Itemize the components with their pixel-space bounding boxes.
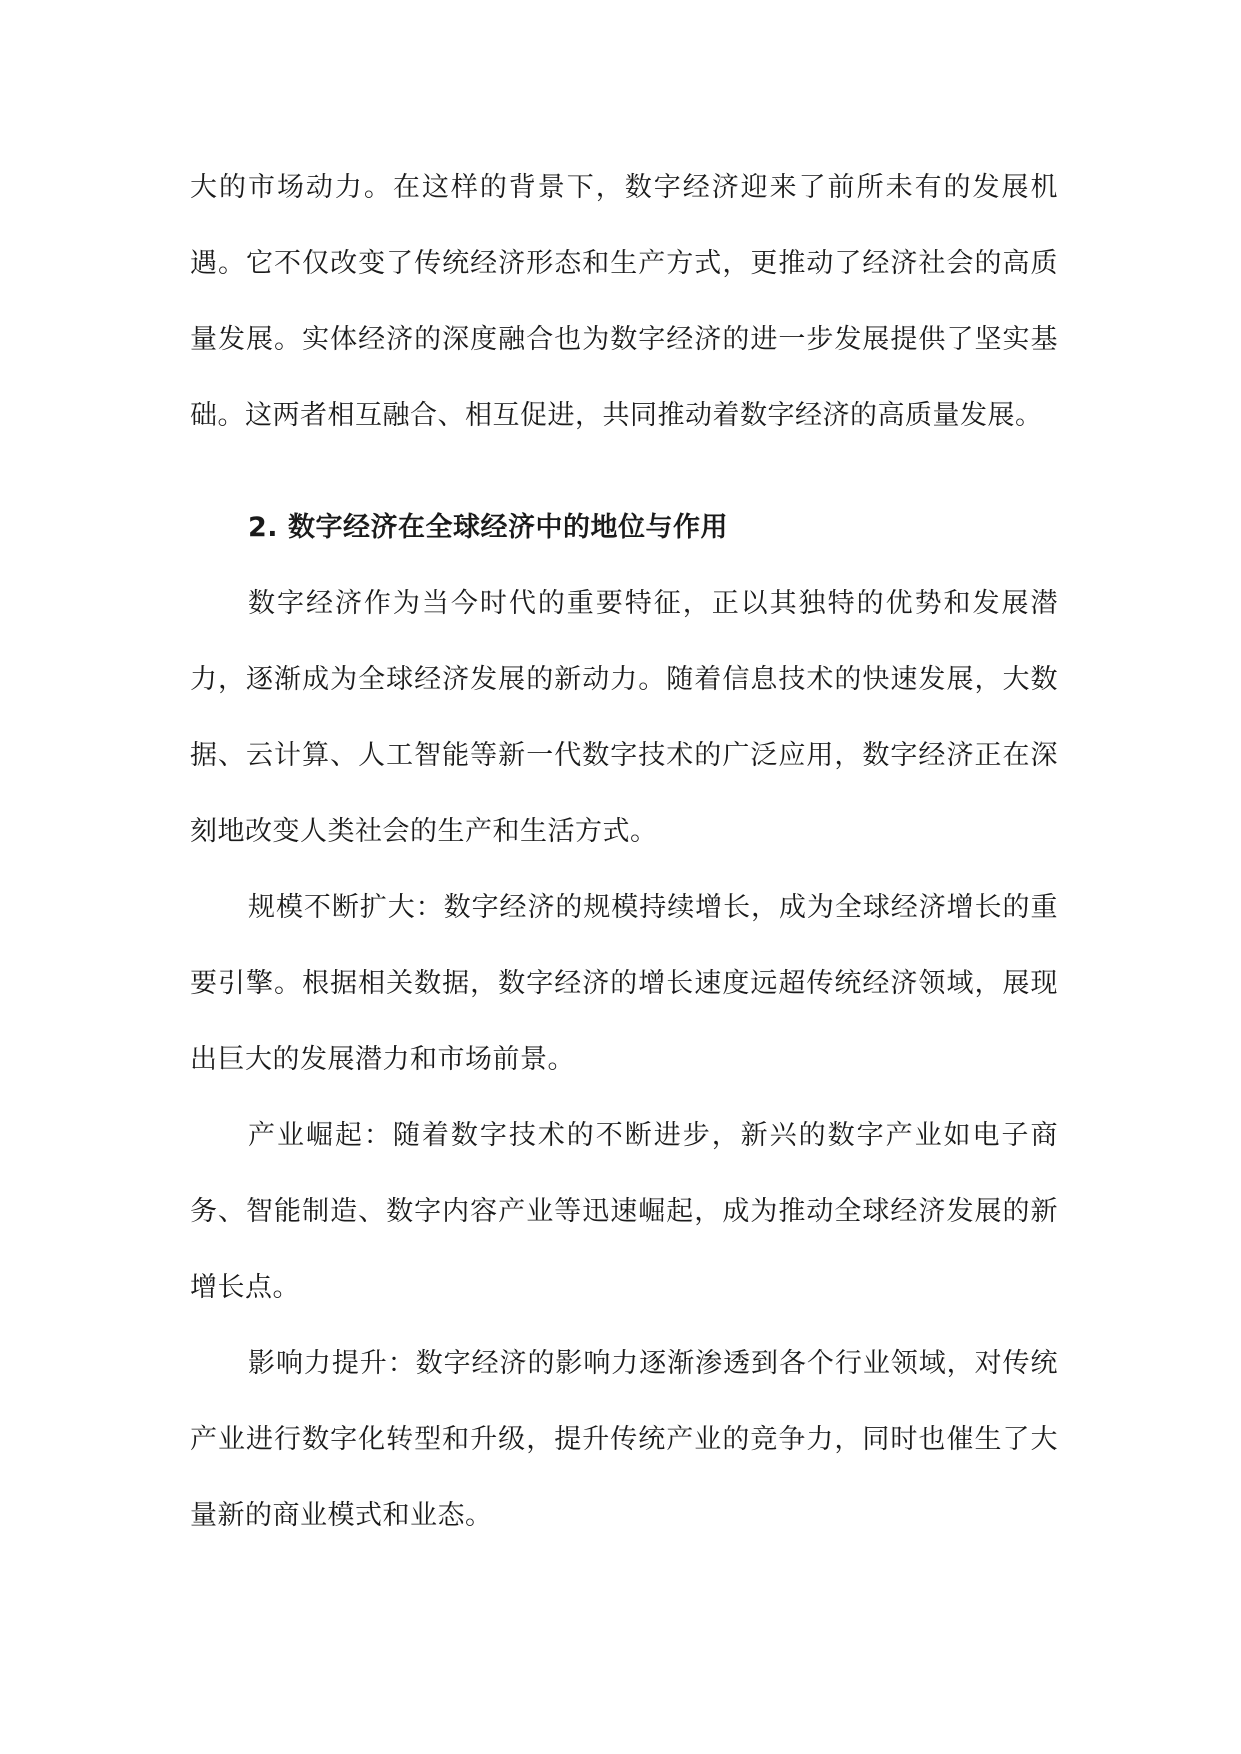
section-title: 数字经济在全球经济中的地位与作用 <box>288 512 729 543</box>
paragraph-scale: 规模不断扩大：数字经济的规模持续增长，成为全球经济增长的重要引擎。根据相关数据，数字经济的增长速度远超传统经济领域，展现出巨大的发展潜力和市场前景。 <box>190 892 1058 1075</box>
section-number: 2. <box>248 512 279 543</box>
paragraph-industry-rise: 产业崛起：随着数字技术的不断进步，新兴的数字产业如电子商务、智能制造、数字内容产业等迅速崛起，成为推动全球经济发展的新增长点。 <box>190 1120 1058 1303</box>
paragraph-overview: 数字经济作为当今时代的重要特征，正以其独特的优势和发展潜力，逐渐成为全球经济发展的新动力。随着信息技术的快速发展，大数据、云计算、人工智能等新一代数字技术的广泛应用，数字经济正在深刻地改变人类社会的生产和生活方式。 <box>190 588 1058 847</box>
section-heading <box>190 454 1058 566</box>
paragraph-intro-continuation: 大的市场动力。在这样的背景下，数字经济迎来了前所未有的发展机遇。它不仅改变了传统经济形态和生产方式，更推动了经济社会的高质量发展。实体经济的深度融合也为数字经济的进一步发展提供了坚实基础。这两者相互融合、相互促进，共同推动着数字经济的高质量发展。 <box>190 172 1058 431</box>
paragraph-influence: 影响力提升：数字经济的影响力逐渐渗透到各个行业领域，对传统产业进行数字化转型和升级，提升传统产业的竞争力，同时也催生了大量新的商业模式和业态。 <box>190 1348 1058 1531</box>
document-body <box>190 150 1058 1554</box>
